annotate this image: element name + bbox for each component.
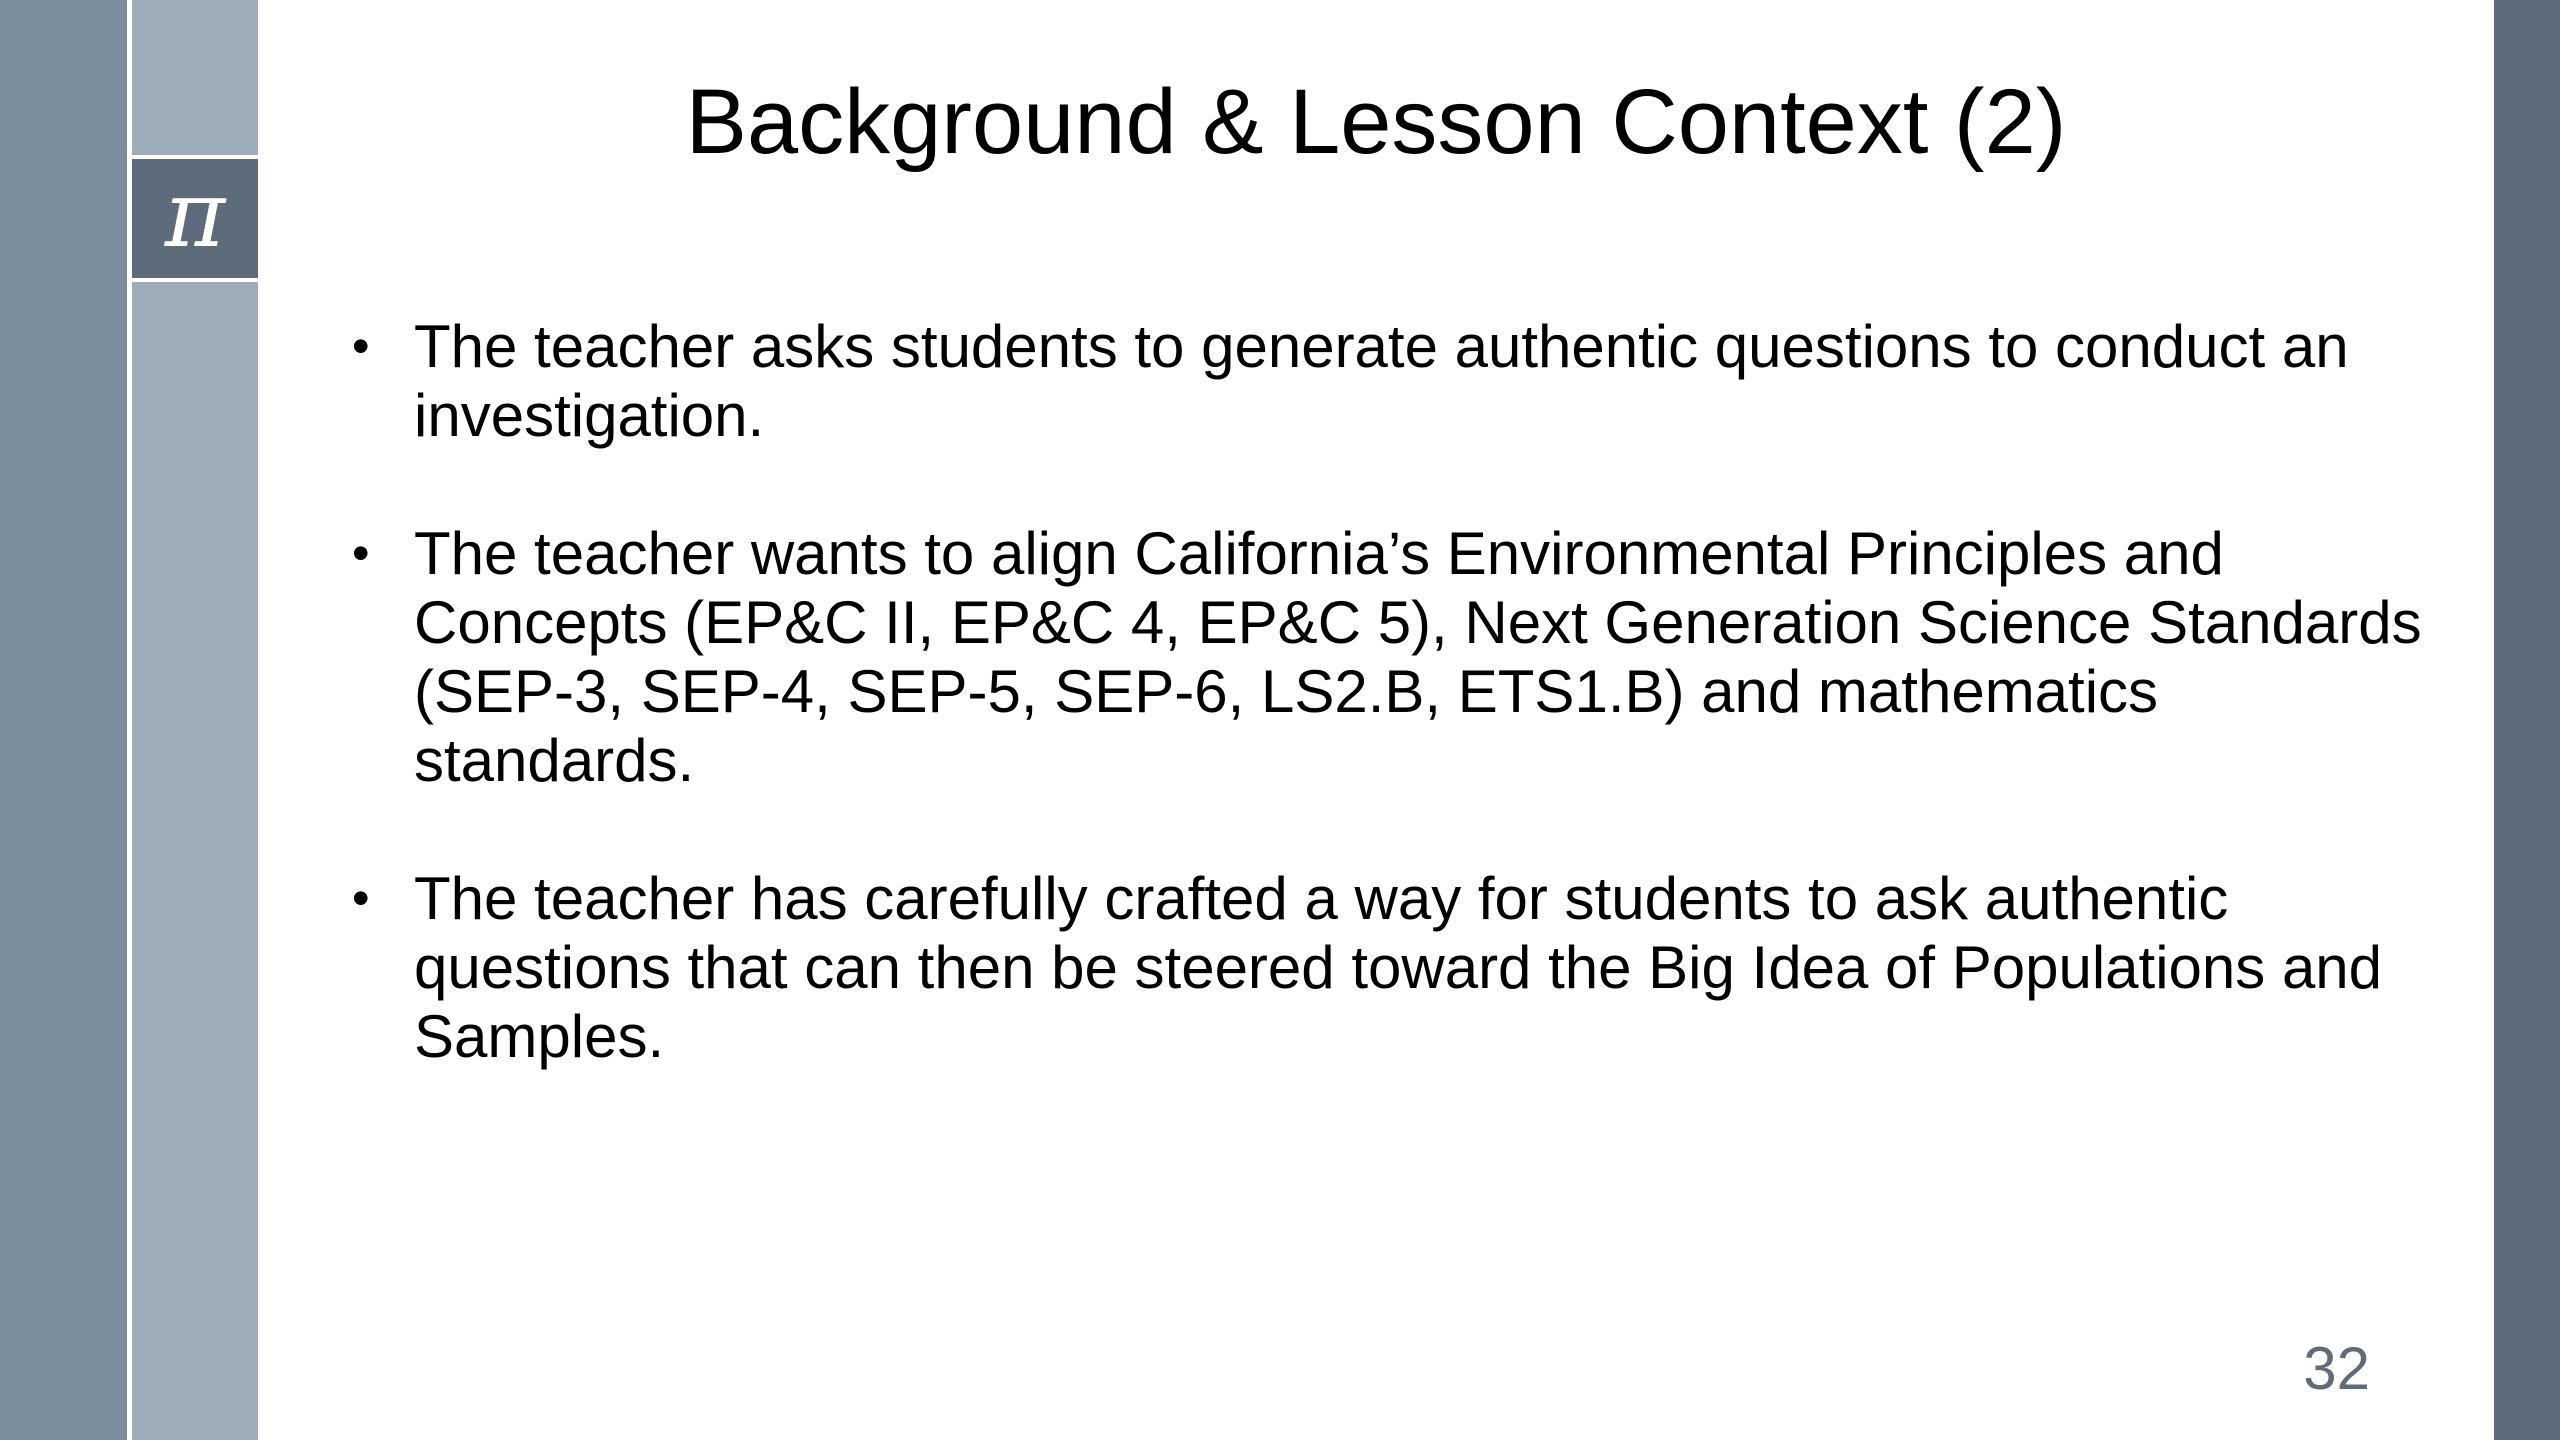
right-stripe [2494, 0, 2560, 1440]
bullet-item-3 [352, 864, 2432, 1071]
bullet-marker: • [352, 870, 370, 926]
bullet-list [352, 312, 2432, 1140]
slide-title: Background & Lesson Context (2) [685, 71, 2067, 173]
bullet-text: The teacher has carefully crafted a way for students to ask authentic questions that can then be steered toward the Big Idea of Populations and Samples. [414, 865, 2383, 1070]
bullet-item-1 [352, 312, 2432, 450]
pi-logo-box [132, 155, 258, 282]
bullet-text: The teacher asks students to generate authentic questions to conduct an investigation. [414, 313, 2349, 449]
pi-icon: π [164, 160, 226, 268]
bullet-item-2 [352, 519, 2432, 795]
left-outer-stripe [0, 0, 127, 1440]
bullet-text: The teacher wants to align California’s Environmental Principles and Concepts (EP&C II, EP&C 4, EP&C 5), Next Generation Science Standards (SEP-3, SEP-4, SEP-5, SEP-6, LS2.B, ETS1.B) and mathematics standards. [414, 520, 2422, 794]
bullet-marker: • [352, 318, 370, 374]
page-number: 32 [2303, 1335, 2370, 1402]
bullet-marker: • [352, 525, 370, 581]
